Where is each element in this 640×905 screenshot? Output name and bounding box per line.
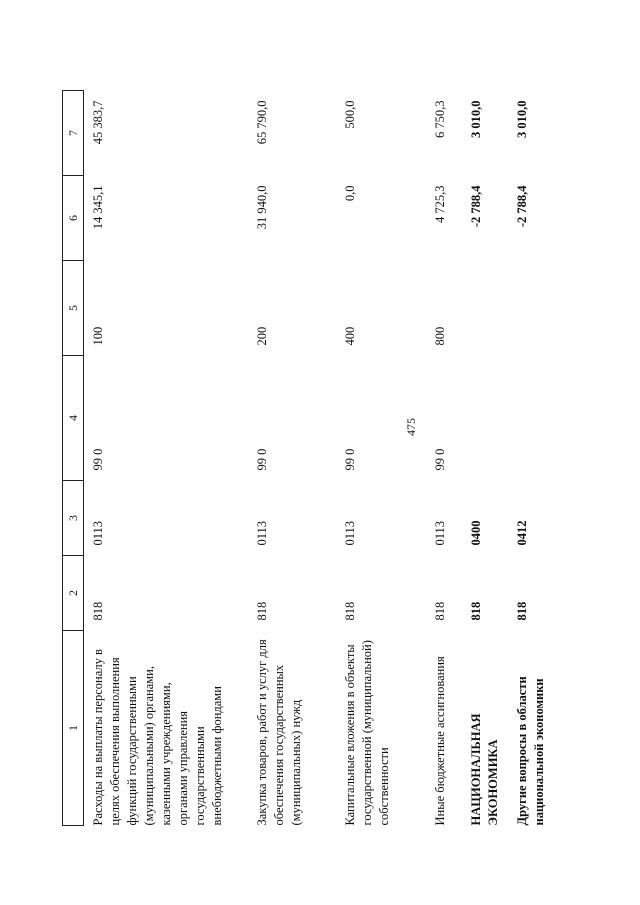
- table-row: [426, 91, 462, 826]
- budget-table: [62, 90, 574, 826]
- cell-amount-1: 0,0: [343, 185, 357, 202]
- row-name: Другие вопросы в области национальной экономики: [515, 676, 546, 826]
- cell-amount-2: 3 010,0: [515, 100, 529, 138]
- header-col-2: 2: [63, 556, 84, 631]
- row-name: Закупка товаров, работ и услуг для обеспечения государственных (муниципальных) нужд: [255, 639, 303, 826]
- header-col-1: 1: [63, 631, 84, 826]
- table-row-section: [508, 91, 574, 826]
- header-col-6: 6: [63, 176, 84, 261]
- budget-table-rotated: [62, 91, 546, 826]
- cell-ved: 818: [255, 601, 269, 621]
- cell-ved: 818: [343, 601, 357, 621]
- row-name: Капитальные вложения в объекты государственной (муниципальной) собственности: [343, 640, 391, 826]
- cell-amount-2: 3 010,0: [469, 100, 483, 138]
- header-col-3: 3: [63, 481, 84, 556]
- cell-amount-1: 31 940,0: [255, 185, 269, 230]
- cell-amount-2: 45 383,7: [91, 100, 105, 145]
- cell-amount-1: -2 788,4: [469, 185, 483, 228]
- table-header-row: [63, 91, 84, 826]
- cell-amount-2: 6 750,3: [433, 100, 447, 138]
- cell-type: 400: [343, 326, 357, 346]
- cell-ved: 818: [433, 601, 447, 621]
- cell-target: [462, 356, 508, 481]
- cell-amount-2: 500,0: [343, 100, 357, 129]
- cell-section: 0113: [91, 520, 105, 546]
- header-col-7: 7: [63, 91, 84, 176]
- cell-amount-1: 14 345,1: [91, 185, 105, 230]
- table-row-section: [462, 91, 508, 826]
- cell-section: 0113: [343, 520, 357, 546]
- cell-section: 0412: [515, 520, 529, 546]
- header-col-5: 5: [63, 261, 84, 356]
- cell-amount-2: 65 790,0: [255, 100, 269, 145]
- cell-target: 99 0: [433, 448, 447, 471]
- page-number: 475: [404, 418, 418, 436]
- cell-target: 99 0: [343, 448, 357, 471]
- cell-section: 0113: [255, 520, 269, 546]
- cell-amount-1: -2 788,4: [515, 185, 529, 228]
- table-row: [84, 91, 249, 826]
- table-row: [248, 91, 336, 826]
- cell-section: 0113: [433, 520, 447, 546]
- cell-type: [508, 261, 574, 356]
- table-row: [336, 91, 426, 826]
- row-name: НАЦИОНАЛЬНАЯ ЭКОНОМИКА: [469, 713, 500, 826]
- cell-ved: 818: [469, 601, 483, 621]
- cell-target: 99 0: [255, 448, 269, 471]
- cell-section: 0400: [469, 520, 483, 546]
- cell-ved: 818: [515, 601, 529, 621]
- cell-target: 99 0: [91, 448, 105, 471]
- row-name: Иные бюджетные ассигнования: [433, 656, 447, 826]
- cell-ved: 818: [91, 601, 105, 621]
- row-name: Расходы на выплаты персоналу в целях обеспечения выполнения функций государственными (муниципальными) органами, казенными учреждениями, органами управления государственными внебюджетными фондами: [91, 649, 224, 826]
- cell-type: 800: [433, 326, 447, 346]
- cell-type: [462, 261, 508, 356]
- cell-type: 200: [255, 326, 269, 346]
- cell-amount-1: 4 725,3: [433, 185, 447, 223]
- header-col-4: 4: [63, 356, 84, 481]
- cell-type: 100: [91, 326, 105, 346]
- cell-target: [508, 356, 574, 481]
